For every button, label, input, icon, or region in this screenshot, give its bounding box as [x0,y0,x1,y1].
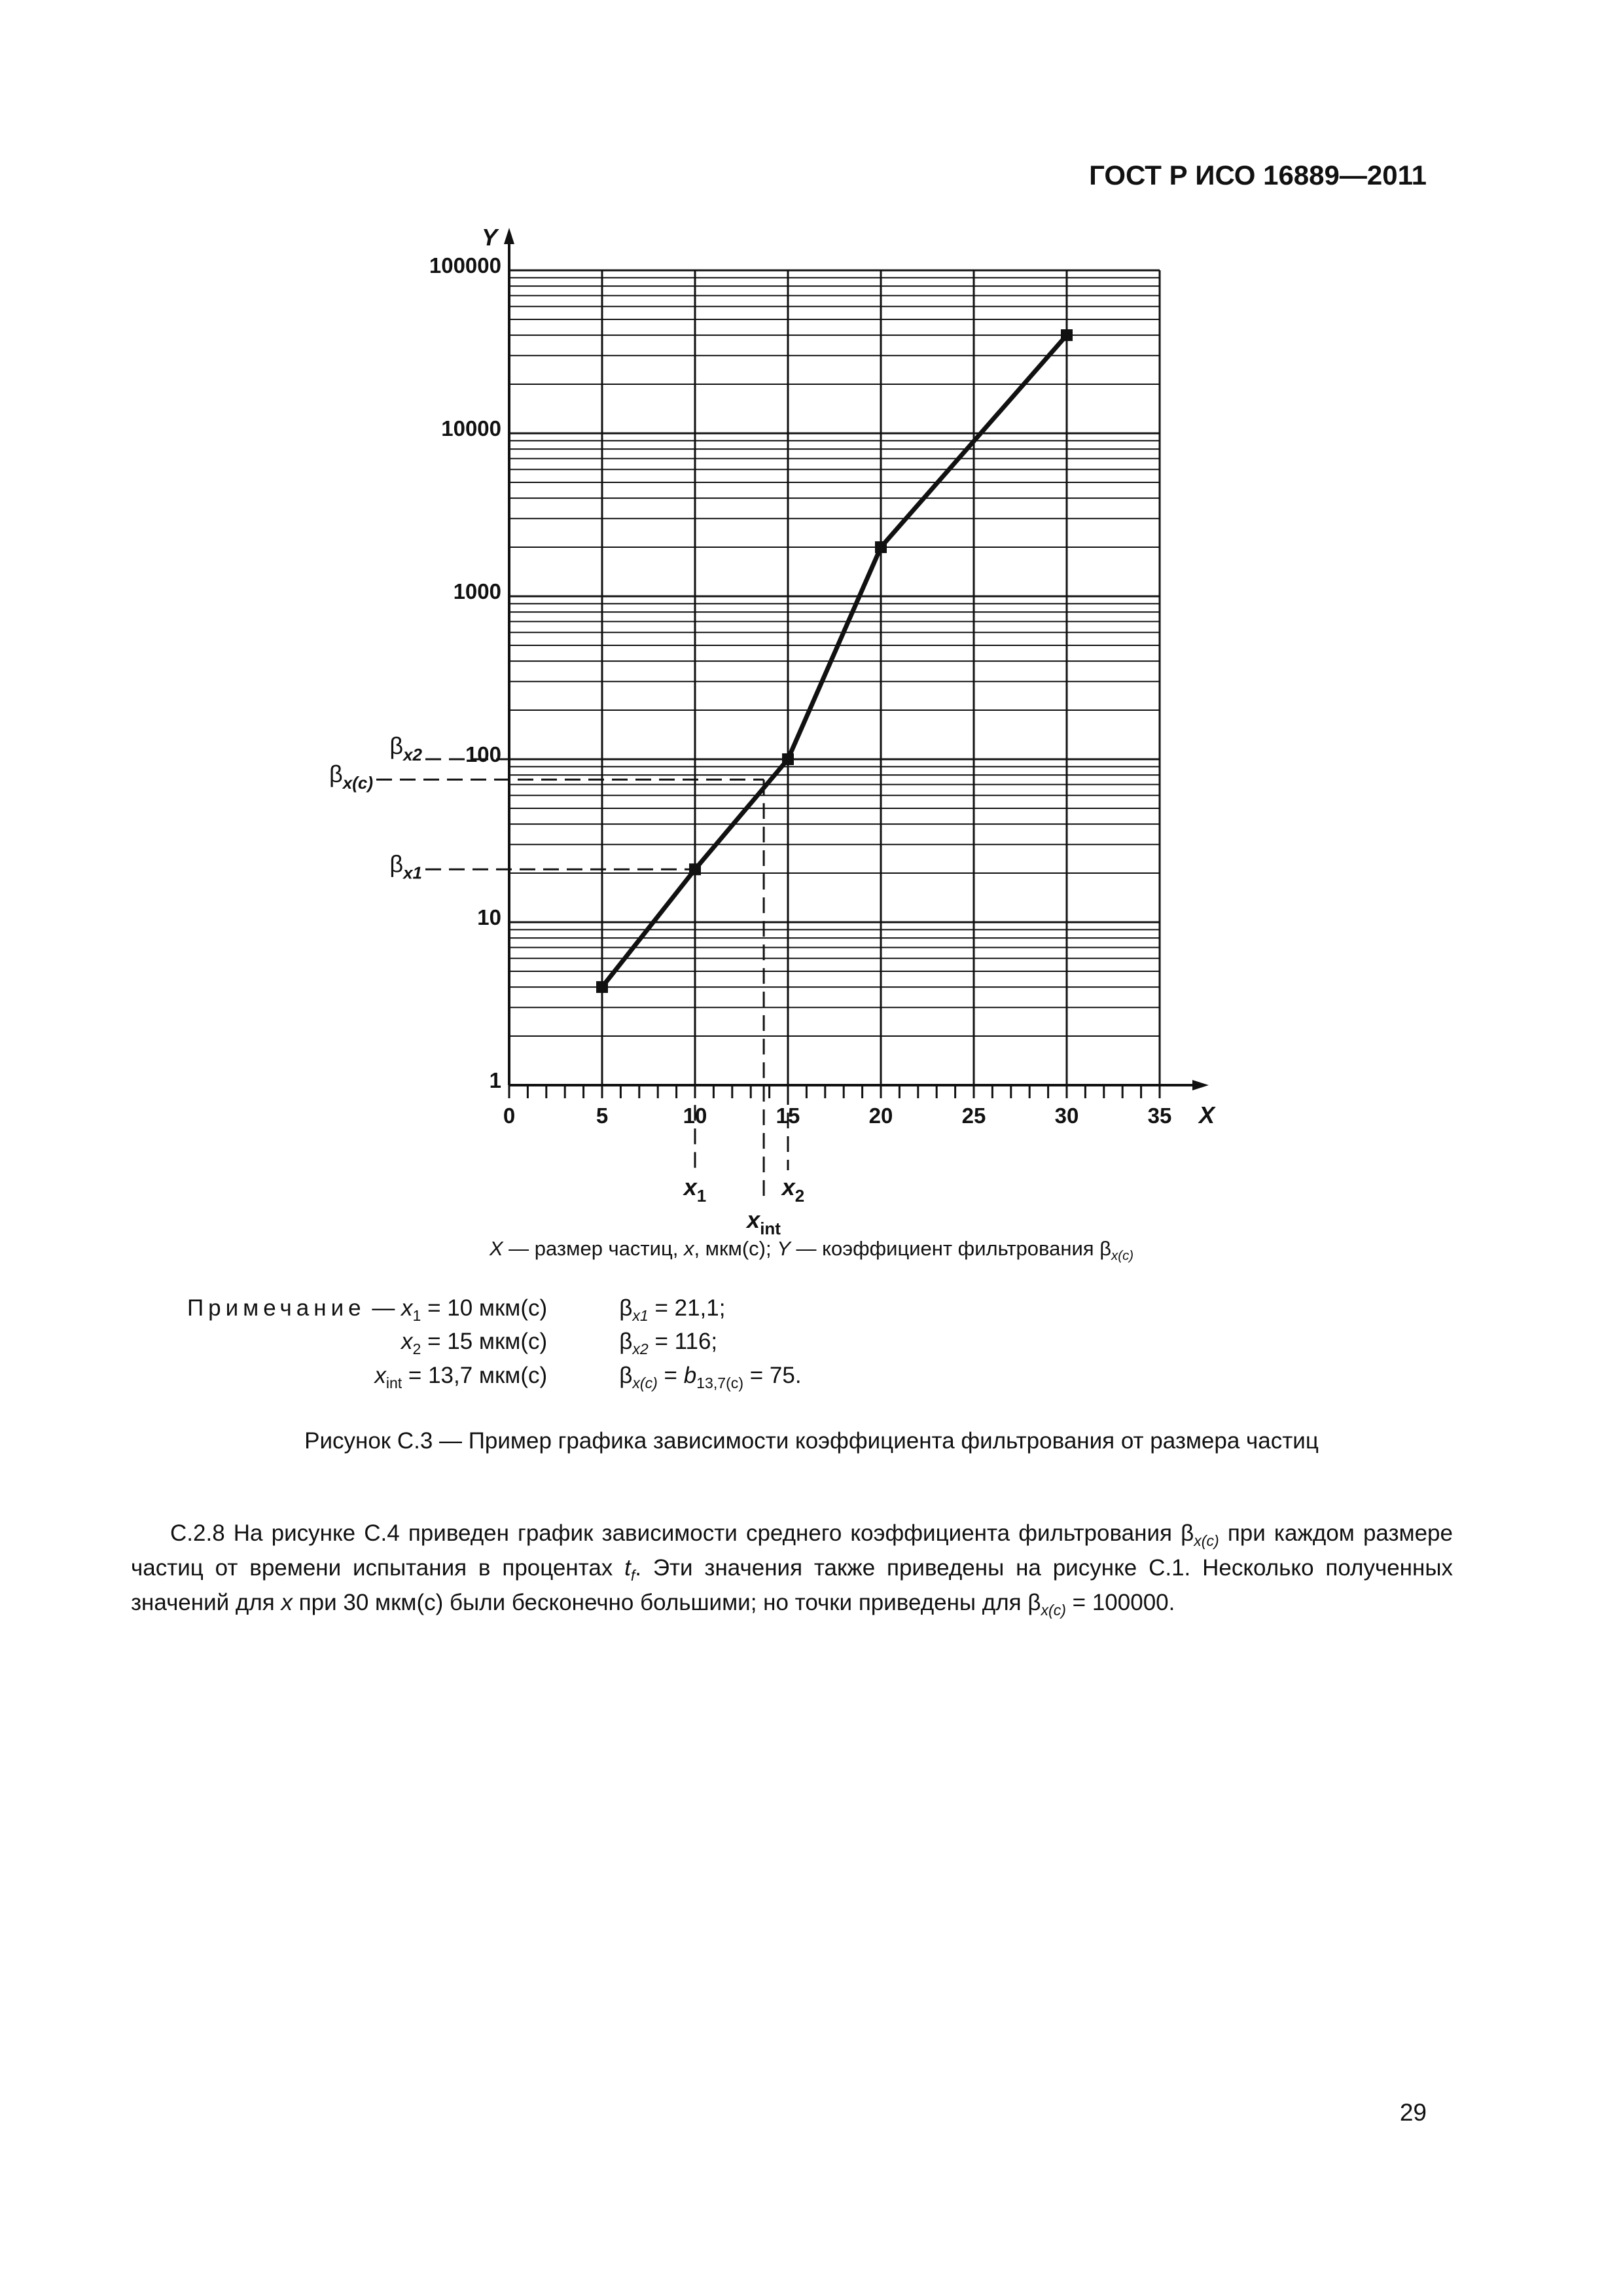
x-tick-label: 0 [503,1103,516,1128]
y-tick-label: 100 [465,742,501,766]
chart-grid [509,270,1160,1085]
x-axis-label: X [1198,1102,1215,1128]
para-beta-sub: x(c) [1194,1532,1219,1549]
document-header: ГОСТ Р ИСО 16889—2011 [1089,160,1427,190]
legend-x-desc: — размер частиц, [503,1237,684,1260]
data-point [875,541,887,553]
note-equals: = [657,1362,684,1388]
y-tick-label: 10 [477,905,501,929]
x-marker-label: $x_2$ [781,1174,805,1206]
note-beta-sub: x1 [632,1307,649,1324]
note-dash: — [365,1295,402,1321]
body-paragraph [131,1517,1453,1621]
para-t-sub: f [630,1566,635,1584]
note-row [187,1293,802,1326]
data-point [782,753,794,765]
note-row [187,1360,802,1393]
note-value: = 10 мкм(с) [421,1295,548,1321]
note-beta: β [619,1329,633,1355]
chart-axes [504,228,1209,1098]
note-beta-sub: x(c) [632,1374,658,1391]
y-tick-label: 100000 [429,253,501,278]
x-tick-label: 5 [596,1103,609,1128]
x-tick-label: 10 [683,1103,707,1128]
note-b-var: b [683,1362,697,1388]
note-beta-value: = 21,1; [648,1295,726,1321]
y-marker-label: $\beta_{x1}$ [389,850,422,883]
note-var-sub: int [385,1374,402,1391]
y-tick-label: 10000 [441,416,501,440]
note-word: Примечание [187,1295,366,1321]
para-text: при 30 мкм(с) были бесконечно большими; но точки приведены для [292,1589,1028,1615]
x-tick-label: 25 [961,1103,986,1128]
data-point [1061,329,1073,341]
y-marker-label: $\beta_{x2}$ [389,732,422,764]
note-beta: β [619,1362,633,1388]
note-beta: β [619,1295,633,1321]
para-text: С.2.8 На рисунке С.4 приведен график зависимости среднего коэффициента фильтрования [170,1520,1181,1546]
y-axis-label: Y [481,224,497,251]
chart-legend [0,1237,1623,1264]
para-text: = 100000. [1065,1589,1175,1615]
y-marker-label: $\beta_{x(c)}$ [329,761,373,793]
y-axis-arrow [504,228,514,244]
legend-y-desc: — коэффициент фильтрования [790,1237,1100,1260]
x-axis-arrow [1192,1080,1209,1090]
para-t: t [624,1554,631,1581]
para-beta: β [1181,1520,1194,1546]
note-row [187,1326,802,1359]
x-marker-label: $x_{int}$ [747,1206,781,1238]
para-beta: β [1027,1589,1041,1615]
legend-beta-sub: x(c) [1111,1248,1134,1264]
page-number: 29 [1399,2099,1427,2126]
note-b-sub: 13,7(c) [696,1374,744,1391]
note-var-sub: 2 [412,1340,421,1358]
data-point [596,981,608,993]
note-value: = 13,7 мкм(с) [402,1362,548,1388]
legend-x-var: x [683,1237,694,1260]
reference-lines [376,759,788,1203]
x-tick-label: 30 [1054,1103,1079,1128]
x-tick-label: 20 [868,1103,893,1128]
legend-x-symbol: X [489,1237,503,1260]
para-text: . Эти значения также приведены на рисунке С.1. Несколько полученных значений для [131,1554,1453,1615]
data-point [689,863,701,875]
x-tick-label: 35 [1147,1103,1172,1128]
para-beta-sub: x(c) [1041,1601,1066,1619]
legend-y-symbol: Y [777,1237,791,1260]
legend-beta: β [1099,1237,1112,1260]
note-var: x [401,1295,413,1321]
para-text: при каждом размере частиц от времени испытания в процентах [131,1520,1453,1581]
y-tick-label: 1000 [453,579,501,603]
note-var: x [374,1362,386,1388]
note-var: x [401,1329,413,1355]
note-beta-sub: x2 [632,1340,649,1358]
note-block [187,1293,802,1393]
para-x: x [281,1589,293,1615]
y-tick-label: 1 [489,1068,501,1092]
note-value: = 15 мкм(с) [421,1329,548,1355]
x-tick-label: 15 [776,1103,800,1128]
note-var-sub: 1 [412,1307,421,1324]
figure-caption: Рисунок С.3 — Пример графика зависимости коэффициента фильтрования от размера частиц [304,1428,1319,1454]
legend-x-unit: , мкм(с); [694,1237,777,1260]
note-beta-value: = 75. [743,1362,802,1388]
x-marker-label: $x_1$ [683,1174,707,1206]
note-beta-value: = 116; [648,1329,718,1355]
